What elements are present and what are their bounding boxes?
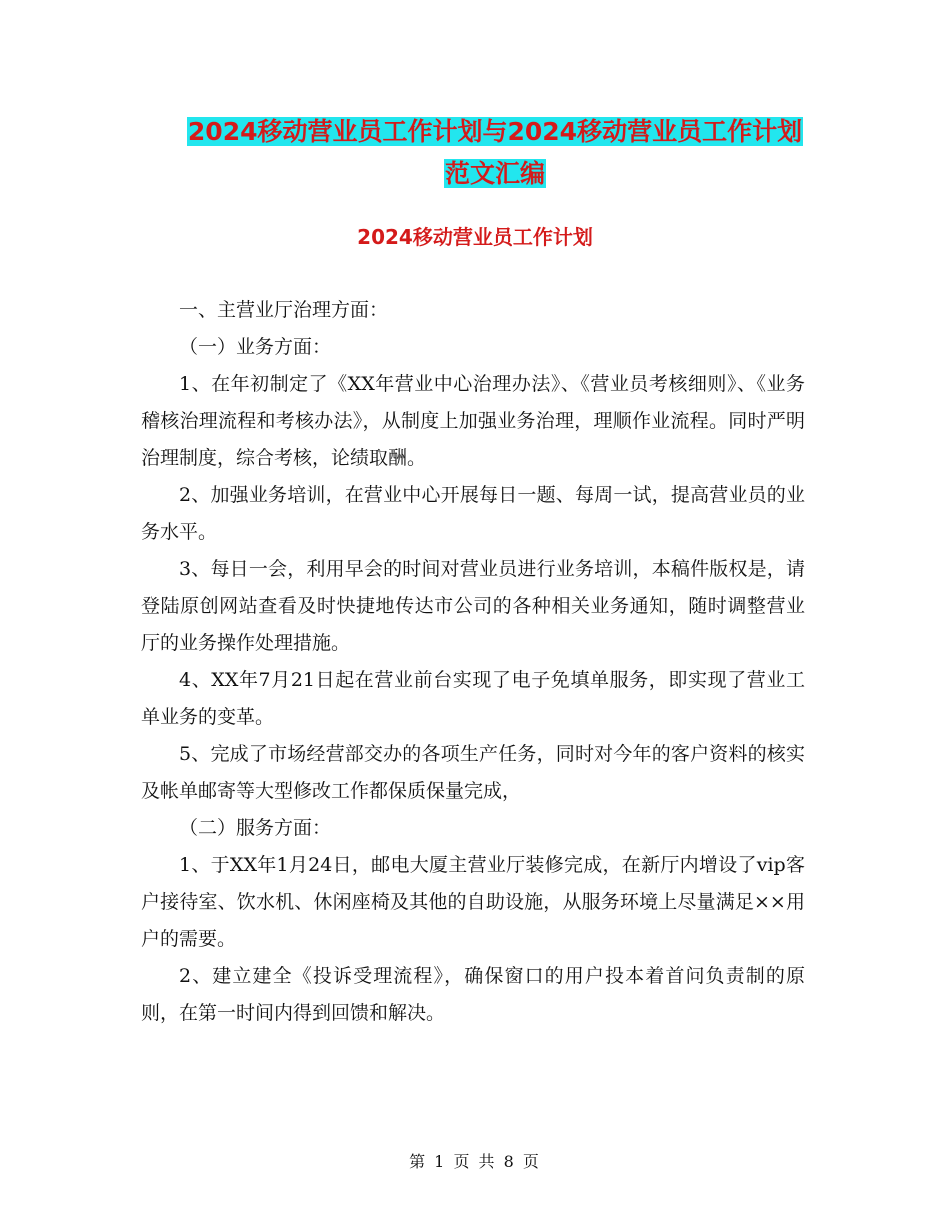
paragraph: 5、完成了市场经营部交办的各项生产任务，同时对今年的客户资料的核实及帐单邮寄等大型修改工作都保质保量完成，	[141, 743, 805, 802]
paragraph: 3、每日一会，利用早会的时间对营业员进行业务培训，本稿件版权是，请登陆原创网站查看及时快捷地传达市公司的各种相关业务通知，随时调整营业厅的业务操作处理措施。	[141, 558, 805, 654]
title-highlight: 范文汇编	[444, 159, 545, 188]
paragraph: 1、于XX年1月24日，邮电大厦主营业厅装修完成，在新厅内增设了vip客户接待室、饮水机、休闲座椅及其他的自助设施，从服务环境上尽量满足××用户的需要。	[141, 854, 805, 950]
paragraph: 2、建立建全《投诉受理流程》，确保窗口的用户投本着首问负责制的原则，在第一时间内得到回馈和解决。	[141, 965, 805, 1024]
section-title: 2024移动营业员工作计划	[357, 225, 593, 249]
subheading-business: （一）业务方面：	[179, 336, 332, 358]
paragraph: 1、在年初制定了《XX年营业中心治理办法》、《营业员考核细则》、《业务稽核治理流程和考核办法》，从制度上加强业务治理，理顺作业流程。同时严明治理制度，综合考核，论绩取酬。	[141, 373, 805, 469]
subheading-service: （二）服务方面：	[179, 817, 332, 839]
document-body	[141, 292, 805, 1032]
page-number: 第 1 页 共 8 页	[409, 1152, 541, 1171]
paragraph: 4、XX年7月21日起在营业前台实现了电子免填单服务，即实现了营业工单业务的变革。	[141, 669, 805, 728]
document-title-line-1	[140, 112, 850, 152]
page-footer	[0, 1150, 950, 1174]
paragraph: 2、加强业务培训，在营业中心开展每日一题、每周一试，提高营业员的业务水平。	[141, 484, 805, 543]
title-highlight: 2024移动营业员工作计划与2024移动营业员工作计划	[187, 117, 803, 146]
document-title-line-2	[140, 154, 850, 194]
heading-management: 一、主营业厅治理方面：	[179, 299, 389, 321]
